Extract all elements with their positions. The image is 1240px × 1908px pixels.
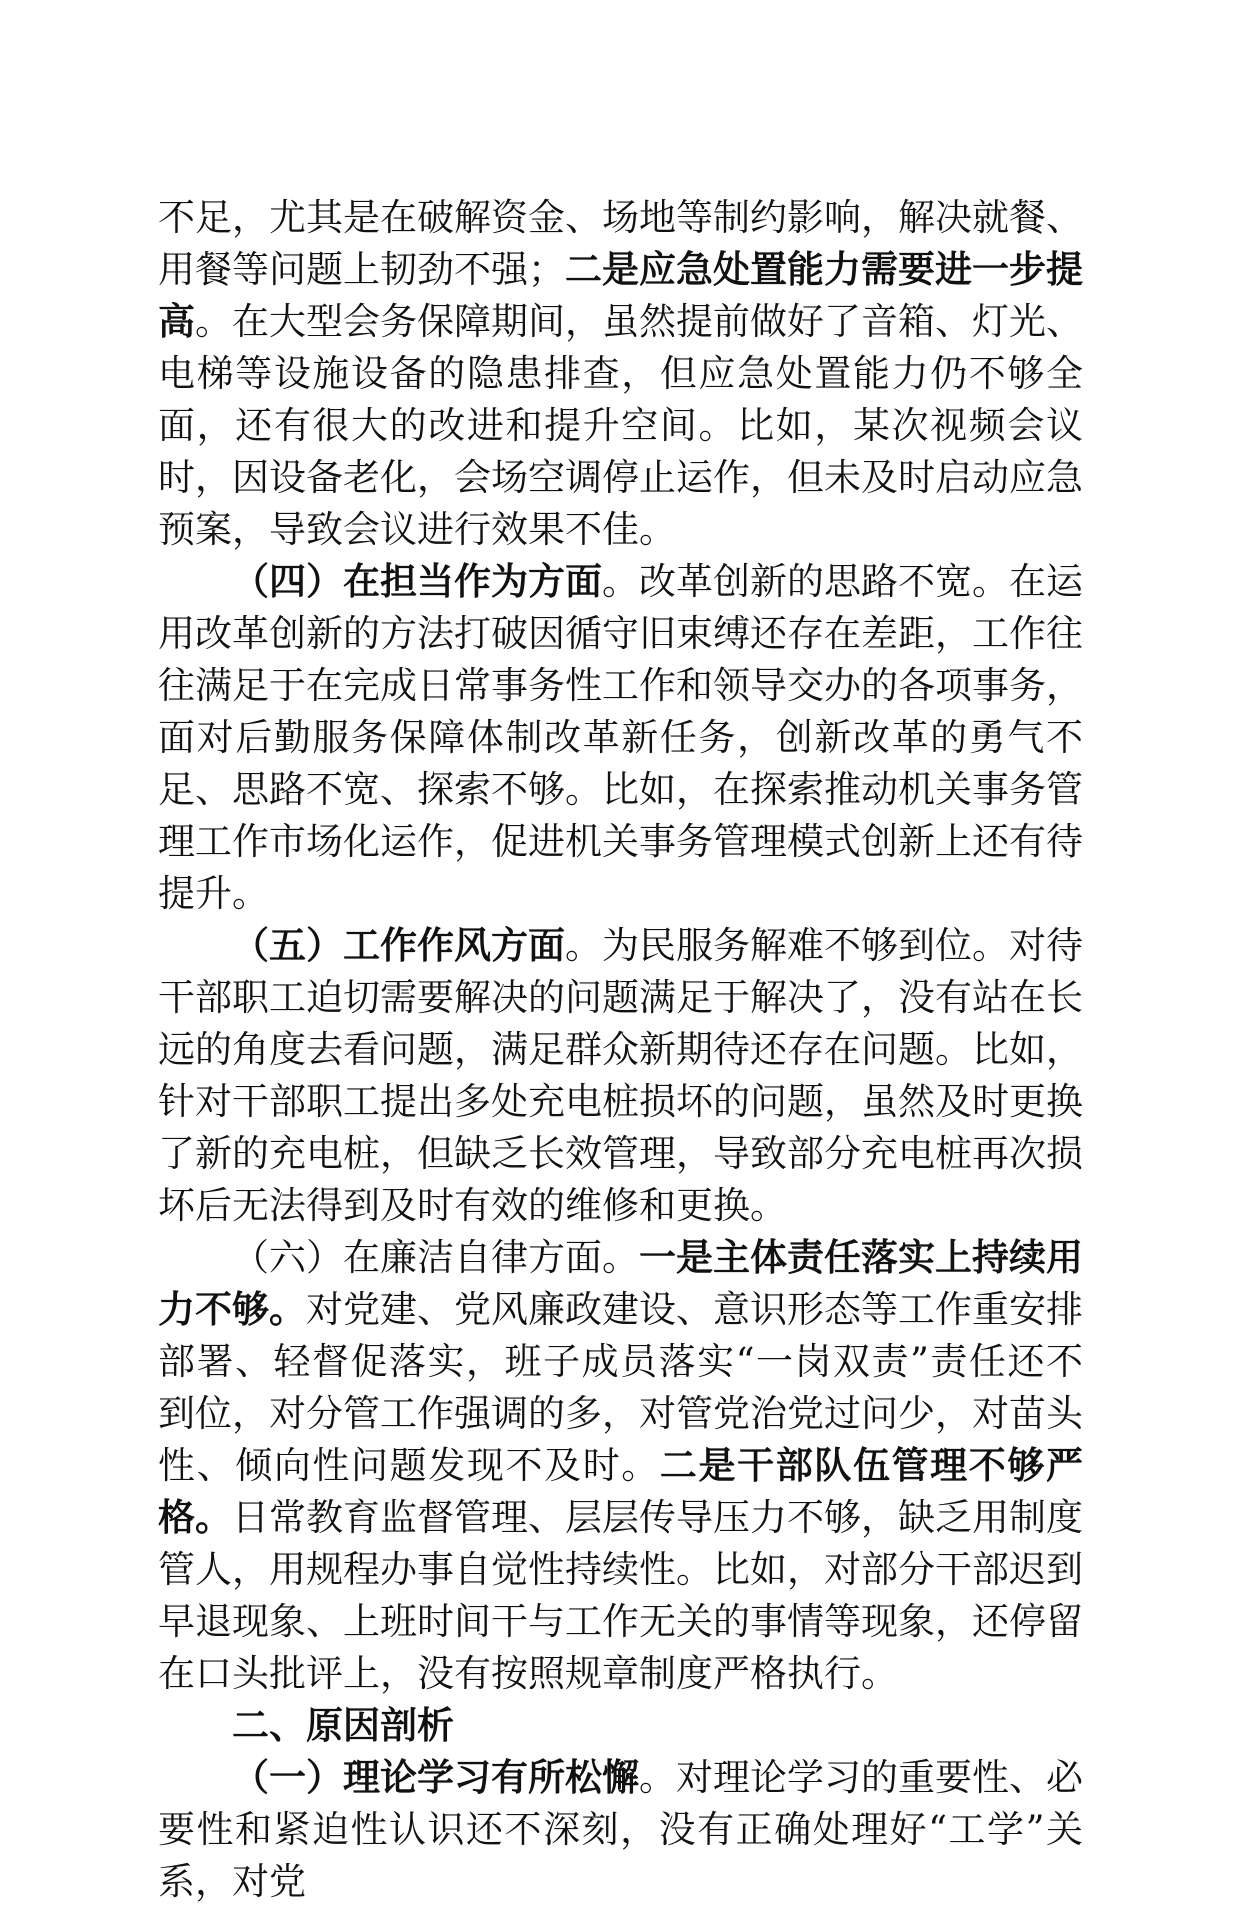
bold-point-cadre-management: 二是干部队伍管理不够严格。 [158, 1444, 1084, 1539]
subheading-integrity: （六）在廉洁自律方面。 [232, 1236, 639, 1279]
subheading-theory-study: （一）理论学习有所松懈 [232, 1756, 639, 1799]
subheading-responsibility: （四）在担当作为方面 [232, 560, 602, 603]
paragraph-emergency-response [158, 192, 1083, 556]
paragraph-text: 不足，尤其是在破解资金、场地等制约影响，解决就餐、用餐等问题上韧劲不强； [158, 196, 1083, 291]
paragraph-text: 。在大型会务保障期间，虽然提前做好了音箱、灯光、电梯等设施设备的隐患排查，但应急处置能力仍不够全面，还有很大的改进和提升空间。比如，某次视频会议时，因设备老化，会场空调停止运作，但未及时启动应急预案，导致会议进行效果不佳。 [158, 300, 1083, 551]
document-page [158, 192, 1083, 1908]
subheading-work-style: （五）工作作风方面 [232, 924, 565, 967]
paragraph-text: 。改革创新的思路不宽。在运用改革创新的方法打破因循守旧束缚还存在差距，工作往往满足于在完成日常事务性工作和领导交办的各项事务，面对后勤服务保障体制改革新任务，创新改革的勇气不足、思路不宽、探索不够。比如，在探索推动机关事务管理工作市场化运作，促进机关事务管理模式创新上还有待提升。 [158, 560, 1083, 915]
paragraph-text: 。为民服务解难不够到位。对待干部职工迫切需要解决的问题满足于解决了，没有站在长远的角度去看问题，满足群众新期待还存在问题。比如，针对干部职工提出多处充电桩损坏的问题，虽然及时更换了新的充电桩，但缺乏长效管理，导致部分充电桩再次损坏后无法得到及时有效的维修和更换。 [158, 924, 1083, 1227]
paragraph-work-style [158, 920, 1083, 1232]
paragraph-text: 。对理论学习的重要性、必要性和紧迫性认识还不深刻，没有正确处理好“工学”关系，对党 [158, 1756, 1083, 1903]
paragraph-responsibility [158, 556, 1083, 920]
bold-point-emergency: 二是应急处置能力需要进一步提高 [158, 248, 1083, 343]
paragraph-text: 对党建、党风廉政建设、意识形态等工作重安排部署、轻督促落实，班子成员落实“一岗双责”责任还不到位，对分管工作强调的多，对管党治党过问少，对苗头性、倾向性问题发现不及时。 [158, 1288, 1083, 1487]
paragraph-theory-study [158, 1752, 1083, 1908]
section-title-cause-analysis: 二、原因剖析 [232, 1704, 454, 1747]
paragraph-integrity [158, 1232, 1083, 1700]
bold-point-main-responsibility: 一是主体责任落实上持续用力不够。 [158, 1236, 1083, 1331]
paragraph-text: 日常教育监督管理、层层传导压力不够，缺乏用制度管人，用规程办事自觉性持续性。比如，对部分干部迟到早退现象、上班时间干与工作无关的事情等现象，还停留在口头批评上，没有按照规章制度严格执行。 [158, 1496, 1083, 1695]
